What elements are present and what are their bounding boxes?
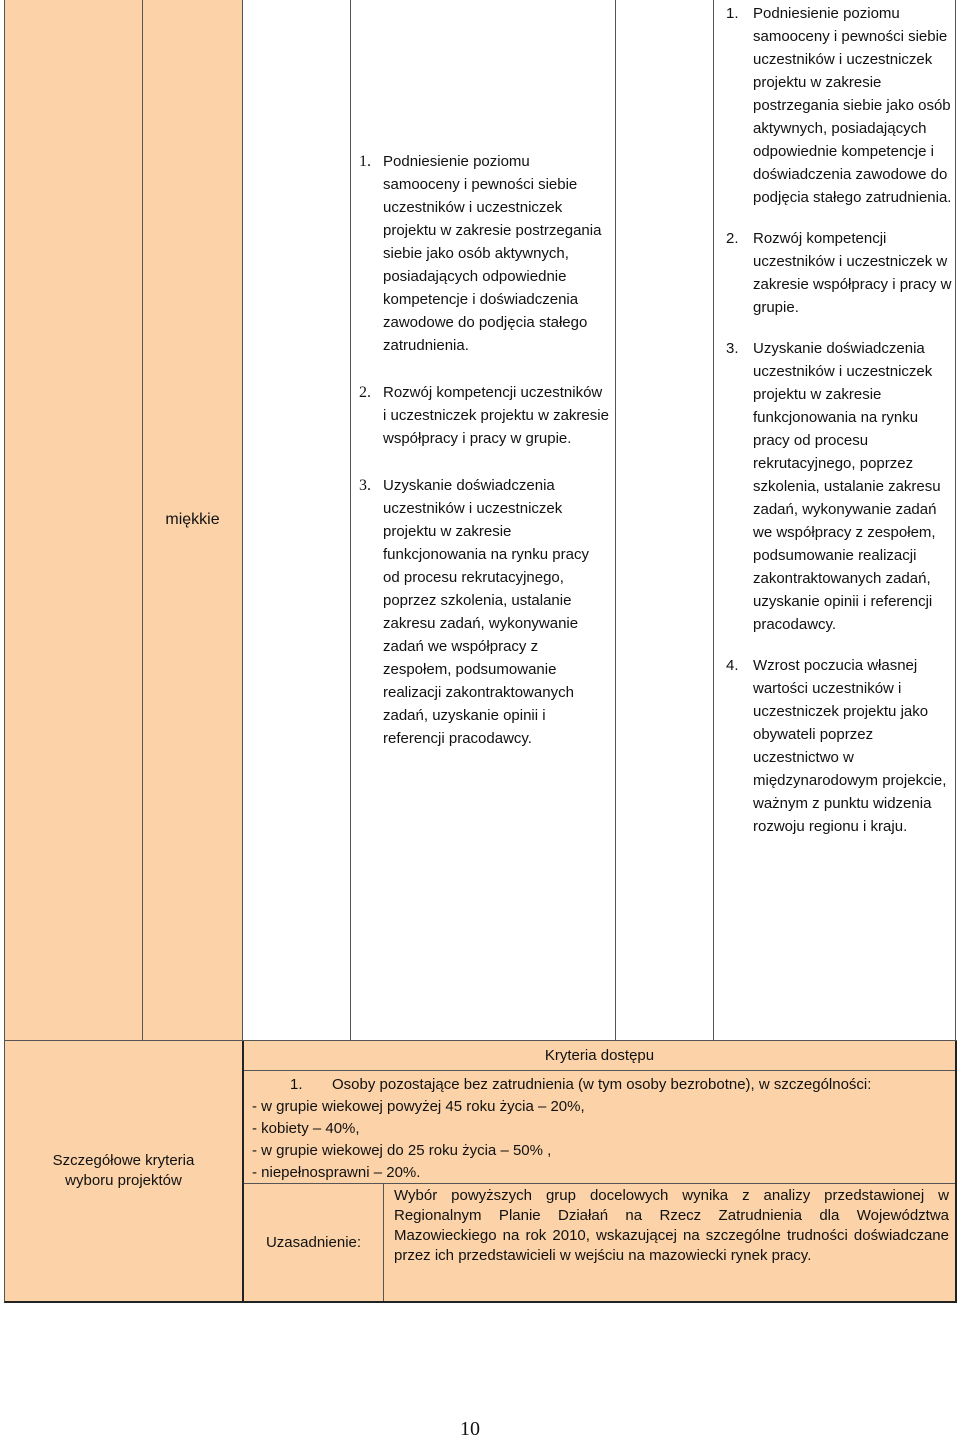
criteria-header <box>244 1041 955 1071</box>
criteria-header-label: Kryteria dostępu <box>544 1047 655 1064</box>
item-number: 1. <box>359 153 371 170</box>
item-number: 2. <box>726 230 739 247</box>
page-number: 10 <box>460 1418 480 1440</box>
item-number: 3. <box>359 477 371 494</box>
item-number: 1. <box>726 5 739 22</box>
empty-cell <box>243 0 351 1040</box>
item-number: 3. <box>726 340 739 357</box>
list-item <box>726 337 952 636</box>
category-label: miękkie <box>165 511 220 528</box>
criterion-number: 1. <box>290 1076 303 1093</box>
item-text: Uzyskanie doświadczenia uczestników i uczestniczek projektu w zakresie funkcjonowania na rynku pracy od procesu rekrutacyjnego, poprzez szkolenia, ustalanie zakresu zadań, wykonywanie zadań we współpracy z zespołem, podsumowanie realizacji zakontraktowanych zadań, uzyskanie opinii i referencji pracodawcy. <box>383 477 589 747</box>
item-number: 4. <box>726 657 739 674</box>
item-text: Uzyskanie doświadczenia uczestników i uczestniczek projektu w zakresie funkcjonowania na rynku pracy od procesu rekrutacyjnego, poprzez szkolenia, ustalanie zakresu zadań, wykonywanie zadań we współpracy z zespołem, podsumowanie realizacji zakontraktowanych zadań, uzyskanie opinii i referencji pracodawcy. <box>753 340 941 633</box>
item-text: Rozwój kompetencji uczestników i uczestniczek projektu w zakresie współpracy i pracy w grupie. <box>383 384 609 447</box>
row-label-cell <box>4 1041 244 1303</box>
list-item <box>726 654 952 838</box>
list-item <box>726 2 952 209</box>
criterion-line <box>252 1074 952 1096</box>
justification-label-cell <box>244 1183 384 1301</box>
row-label: Szczegółowe kryteria wyboru projektów <box>52 1152 195 1189</box>
item-text: Podniesienie poziomu samooceny i pewności siebie uczestników i uczestniczek projektu w zakresie postrzegania siebie jako osób aktywnych, posiadających odpowiednie kompetencje i doświadczenia zawodowe do podjęcia stałego zatrudnienia. <box>383 153 602 354</box>
item-number: 2. <box>359 384 371 401</box>
criteria-cell <box>244 1041 957 1303</box>
criterion-text: Osoby pozostające bez zatrudnienia (w tym osoby bezrobotne), w szczególności: <box>332 1076 872 1093</box>
list-item <box>359 150 609 357</box>
justification-label: Uzasadnienie: <box>265 1234 362 1251</box>
list-item <box>726 227 952 319</box>
item-text: Podniesienie poziomu samooceny i pewności siebie uczestników i uczestniczek projektu w zakresie postrzegania siebie jako osób aktywnych, posiadających odpowiednie kompetencje i doświadczenia zawodowe do podjęcia stałego zatrudnienia. <box>753 5 952 206</box>
empty-label-cell <box>4 0 143 1040</box>
objectives-list-b <box>726 2 952 838</box>
criterion-line: - niepełnosprawni – 20%. <box>252 1164 421 1181</box>
justification-text: Wybór powyższych grup docelowych wynika z analizy przedstawionej w Regionalnym Planie Działań na Rzecz Zatrudnienia dla Województwa Mazowieckiego na rok 2010, wskazującej na szczególne trudności doświadczane przez ich przedstawicieli w wejściu na mazowiecki rynek pracy. <box>394 1187 949 1264</box>
list-item <box>359 381 609 450</box>
objectives-cell-a <box>351 0 616 1040</box>
item-text: Rozwój kompetencji uczestników i uczestniczek w zakresie współpracy i pracy w grupie. <box>753 230 952 316</box>
criterion-line: - w grupie wiekowej do 25 roku życia – 50% , <box>252 1142 552 1159</box>
justification-text-cell <box>384 1183 955 1301</box>
empty-cell <box>616 0 714 1040</box>
objectives-cell-b <box>714 0 956 1040</box>
category-cell <box>143 0 243 1040</box>
criterion-line: - kobiety – 40%, <box>252 1120 360 1137</box>
item-text: Wzrost poczucia własnej wartości uczestników i uczestniczek projektu jako obywateli poprzez uczestnictwo w międzynarodowym projekcie, ważnym z punktu widzenia rozwoju regionu i kraju. <box>753 657 947 835</box>
list-item <box>359 474 609 750</box>
objectives-list-a <box>359 150 609 774</box>
criterion-line: - w grupie wiekowej powyżej 45 roku życia – 20%, <box>252 1098 585 1115</box>
criterion-list <box>252 1074 952 1184</box>
